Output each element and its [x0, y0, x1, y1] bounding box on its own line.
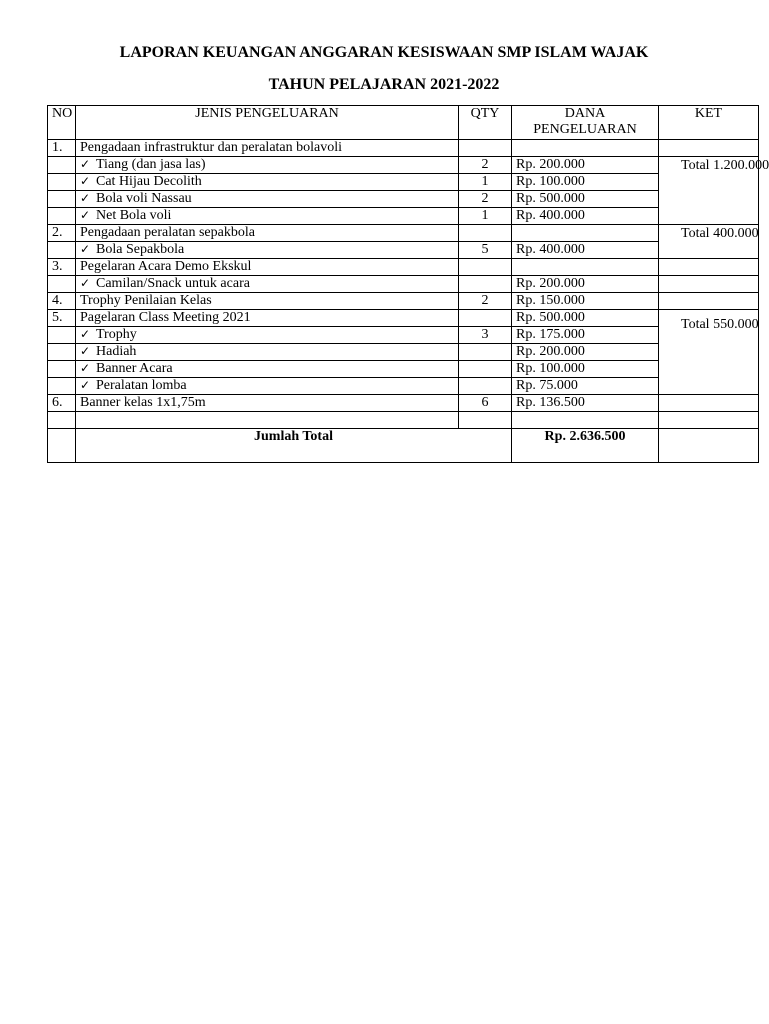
row-qty: 2 [459, 157, 512, 174]
row-item: Bola voli Nassau [96, 191, 192, 206]
row-dana: Rp. 200.000 [512, 344, 659, 361]
ket-total-group-2: Total 400.000 [659, 225, 759, 259]
table-row [48, 191, 759, 208]
blank-cell [48, 412, 76, 429]
row-item: Pengadaan peralatan sepakbola [76, 225, 459, 242]
table-row [48, 225, 759, 242]
row-dana: Rp. 75.000 [512, 378, 659, 395]
table-row [48, 310, 759, 327]
row-dana: Rp. 200.000 [512, 276, 659, 293]
row-item-cell [76, 361, 459, 378]
ket-total-group-5: Total 550.000 [659, 310, 759, 395]
row-qty: 2 [459, 191, 512, 208]
blank-cell [459, 412, 512, 429]
row-item-cell [76, 157, 459, 174]
blank-cell [659, 412, 759, 429]
row-qty: 2 [459, 293, 512, 310]
row-ket [659, 293, 759, 310]
blank-cell [76, 412, 459, 429]
row-ket [659, 395, 759, 412]
table-row [48, 140, 759, 157]
row-dana: Rp. 100.000 [512, 361, 659, 378]
header-ket: KET [659, 106, 759, 140]
row-no: 2. [48, 225, 76, 242]
row-qty [459, 310, 512, 327]
row-no: 5. [48, 310, 76, 327]
row-item: Camilan/Snack untuk acara [96, 276, 250, 291]
row-ket [659, 259, 759, 276]
table-row [48, 242, 759, 259]
table-row [48, 276, 759, 293]
total-ket-cell [659, 429, 759, 463]
row-no: 3. [48, 259, 76, 276]
row-qty: 1 [459, 208, 512, 225]
row-qty [459, 344, 512, 361]
row-dana [512, 140, 659, 157]
row-dana: Rp. 150.000 [512, 293, 659, 310]
table-row [48, 208, 759, 225]
row-item-cell [76, 208, 459, 225]
row-no [48, 157, 76, 174]
row-dana [512, 259, 659, 276]
row-dana: Rp. 400.000 [512, 208, 659, 225]
row-item: Hadiah [96, 344, 137, 359]
check-icon: ✓ [80, 208, 91, 222]
check-icon: ✓ [80, 174, 91, 188]
table-row [48, 344, 759, 361]
row-dana: Rp. 100.000 [512, 174, 659, 191]
check-icon: ✓ [80, 191, 91, 205]
row-item-cell [76, 174, 459, 191]
row-item: Pegelaran Acara Demo Ekskul [76, 259, 459, 276]
blank-cell [512, 412, 659, 429]
check-icon: ✓ [80, 242, 91, 256]
row-no: 6. [48, 395, 76, 412]
row-dana: Rp. 400.000 [512, 242, 659, 259]
report-title: LAPORAN KEUANGAN ANGGARAN KESISWAAN SMP ISLAM WAJAK [119, 44, 649, 61]
check-icon: ✓ [80, 327, 91, 341]
row-no [48, 327, 76, 344]
row-item: Banner Acara [96, 361, 173, 376]
row-item: Trophy [96, 327, 137, 342]
row-no [48, 242, 76, 259]
ket-total-group-1: Total 1.200.000 [659, 157, 759, 225]
row-item: Cat Hijau Decolith [96, 174, 202, 189]
row-qty [459, 225, 512, 242]
row-no [48, 378, 76, 395]
row-dana: Rp. 200.000 [512, 157, 659, 174]
row-qty: 1 [459, 174, 512, 191]
row-qty [459, 361, 512, 378]
row-no [48, 191, 76, 208]
row-no [48, 174, 76, 191]
table-header-row [48, 106, 759, 140]
check-icon: ✓ [80, 378, 91, 392]
row-qty: 6 [459, 395, 512, 412]
row-item: Banner kelas 1x1,75m [76, 395, 459, 412]
row-dana: Rp. 500.000 [512, 191, 659, 208]
row-item: Pagelaran Class Meeting 2021 [76, 310, 459, 327]
row-item-cell [76, 327, 459, 344]
table-row [48, 174, 759, 191]
row-qty [459, 276, 512, 293]
row-qty [459, 140, 512, 157]
row-dana: Rp. 500.000 [512, 310, 659, 327]
row-no [48, 344, 76, 361]
table-row [48, 259, 759, 276]
row-item-cell [76, 191, 459, 208]
blank-row [48, 412, 759, 429]
header-no: NO [48, 106, 76, 140]
row-dana [512, 225, 659, 242]
header-dana: DANA PENGELUARAN [512, 106, 659, 140]
check-icon: ✓ [80, 276, 91, 290]
check-icon: ✓ [80, 361, 91, 375]
total-row [48, 429, 759, 463]
row-qty: 5 [459, 242, 512, 259]
row-item: Tiang (dan jasa las) [96, 157, 206, 172]
report-subtitle: TAHUN PELAJARAN 2021-2022 [268, 76, 500, 93]
row-item: Bola Sepakbola [96, 242, 185, 257]
table-row [48, 395, 759, 412]
row-item: Trophy Penilaian Kelas [76, 293, 459, 310]
row-no [48, 208, 76, 225]
row-item-cell [76, 378, 459, 395]
row-ket [659, 276, 759, 293]
total-value: Rp. 2.636.500 [512, 429, 659, 463]
row-dana: Rp. 136.500 [512, 395, 659, 412]
table-row [48, 361, 759, 378]
row-item-cell [76, 276, 459, 293]
table-row [48, 157, 759, 174]
check-icon: ✓ [80, 157, 91, 171]
row-no [48, 361, 76, 378]
table-row [48, 378, 759, 395]
row-item: Net Bola voli [96, 208, 172, 223]
row-item-cell [76, 242, 459, 259]
total-no-cell [48, 429, 76, 463]
table-row [48, 293, 759, 310]
row-qty [459, 259, 512, 276]
expense-table [47, 105, 769, 463]
total-label: Jumlah Total [76, 429, 512, 463]
table-row [48, 327, 759, 344]
header-qty: QTY [459, 106, 512, 140]
row-ket [659, 140, 759, 157]
row-item: Pengadaan infrastruktur dan peralatan bolavoli [76, 140, 459, 157]
check-icon: ✓ [80, 344, 91, 358]
row-no: 1. [48, 140, 76, 157]
row-qty: 3 [459, 327, 512, 344]
row-no [48, 276, 76, 293]
row-qty [459, 378, 512, 395]
row-dana: Rp. 175.000 [512, 327, 659, 344]
row-item: Peralatan lomba [96, 378, 187, 393]
row-no: 4. [48, 293, 76, 310]
header-jenis: JENIS PENGELUARAN [76, 106, 459, 140]
row-item-cell [76, 344, 459, 361]
